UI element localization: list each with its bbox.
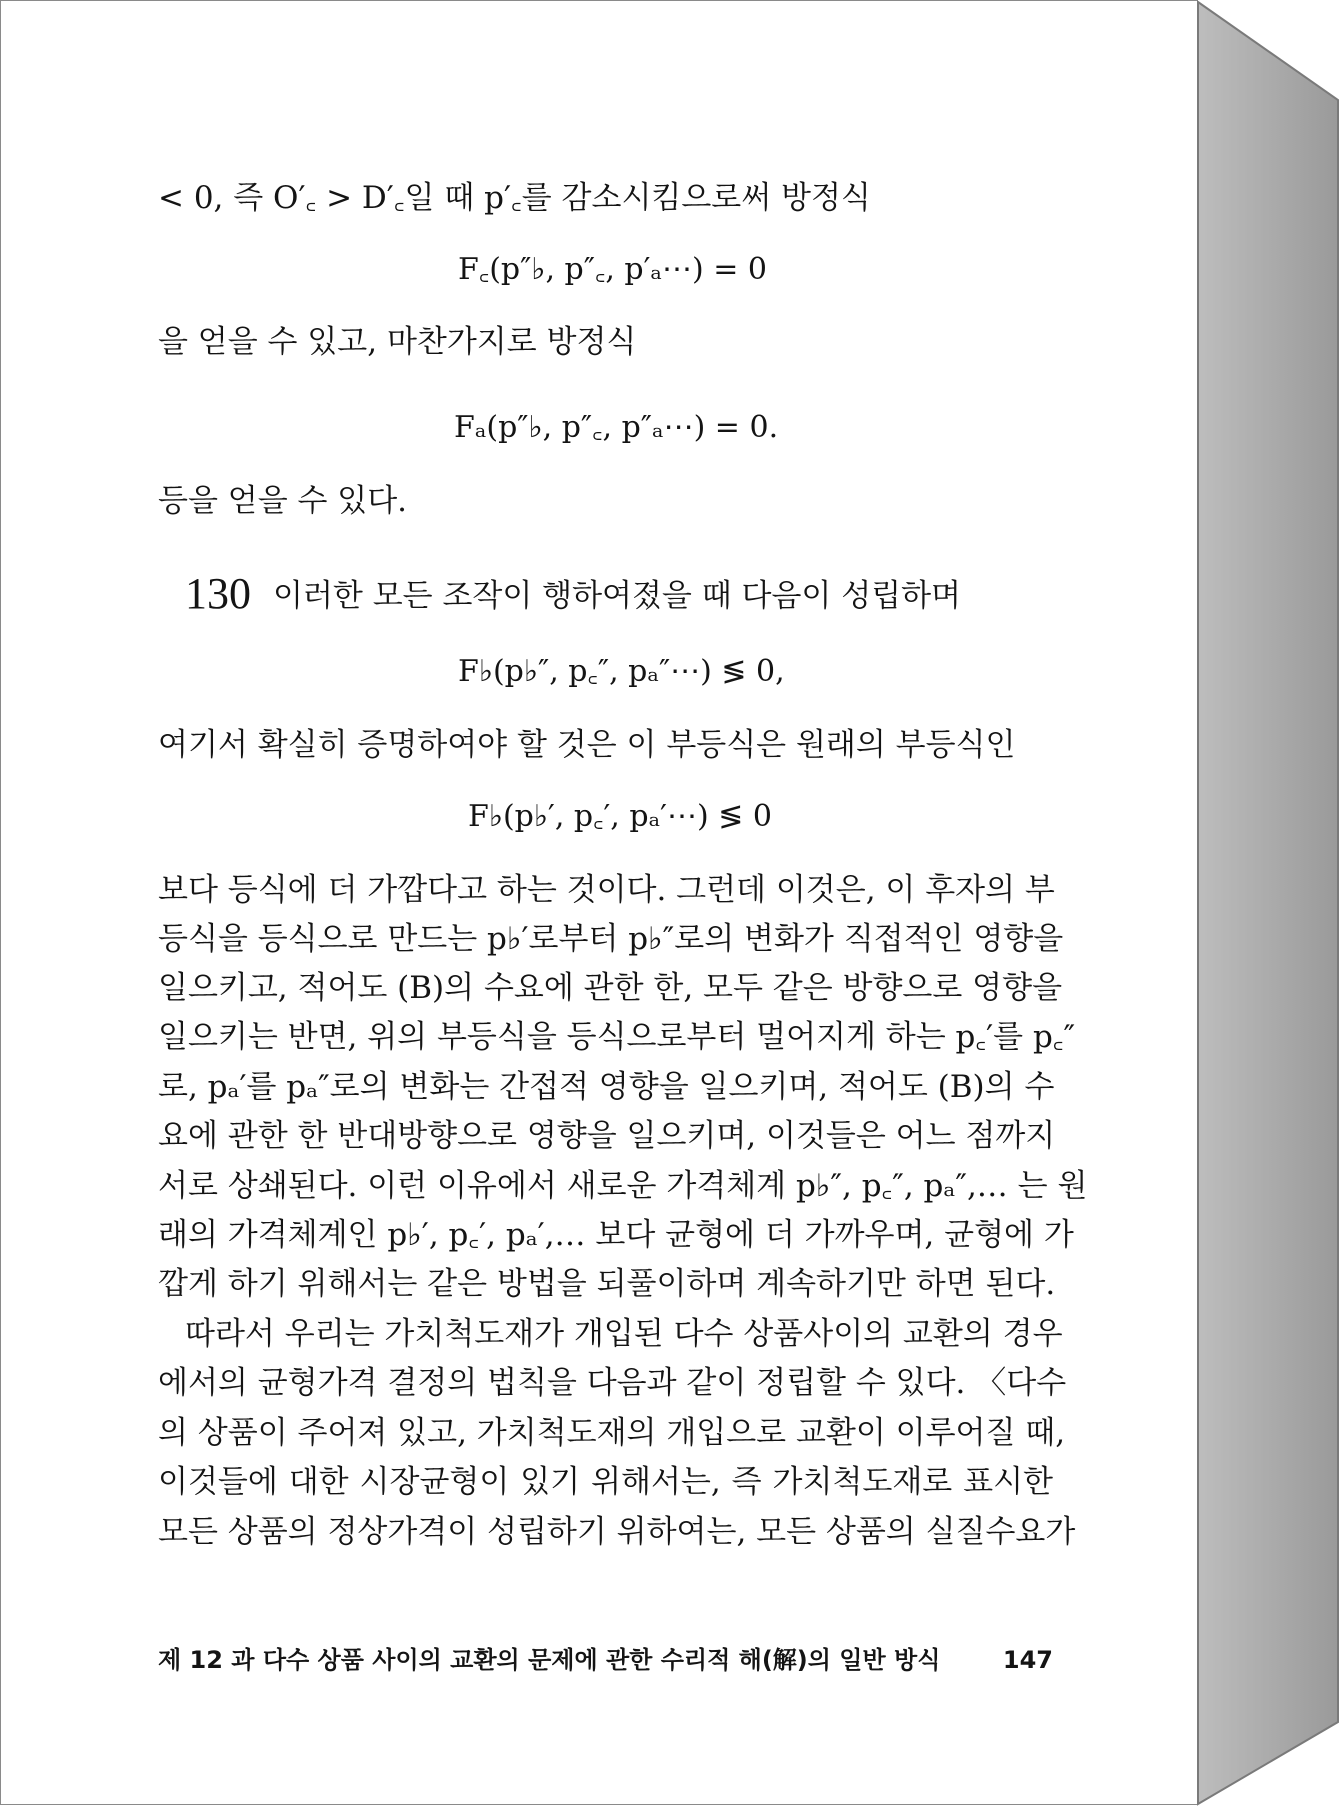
text-line-9: 일으키는 반면, 위의 부등식을 등식으로부터 멀어지게 하는 p꜀′를 p꜀″ <box>158 1019 1076 1055</box>
section-number: 130 <box>185 569 251 618</box>
text-line-8: 일으키고, 적어도 (B)의 수요에 관한 한, 모두 같은 방향으로 영향을 <box>158 970 1063 1006</box>
text-line-16: 에서의 균형가격 결정의 법칙을 다음과 같이 정립할 수 있다. 〈다수 <box>158 1365 1067 1401</box>
text-line-13: 래의 가격체계인 p♭′, p꜀′, pₐ′,… 보다 균형에 더 가까우며, 균형에 가 <box>158 1217 1074 1253</box>
text-line-7: 등식을 등식으로 만드는 p♭′로부터 p♭″로의 변화가 직접적인 영향을 <box>158 921 1064 957</box>
running-head: 제 12 과 다수 상품 사이의 교환의 문제에 관한 수리적 해(解)의 일반 방식 <box>158 1646 941 1674</box>
equation-fc: F꜀(p″♭, p″꜀, p′ₐ⋯) = 0 <box>458 252 767 287</box>
text-line-11: 요에 관한 한 반대방향으로 영향을 일으키며, 이것들은 어느 점까지 <box>158 1118 1056 1154</box>
section-first-line: 이러한 모든 조작이 행하여졌을 때 다음이 성립하며 <box>273 578 961 614</box>
page-number: 147 <box>1002 1646 1053 1674</box>
text-line-12: 서로 상쇄된다. 이런 이유에서 새로운 가격체계 p♭″, p꜀″, pₐ″,… 는 원 <box>158 1168 1088 1204</box>
text-line-3: 등을 얻을 수 있다. <box>158 483 408 519</box>
inequality-fb-original: F♭(p♭′, p꜀′, pₐ′⋯) ≶ 0 <box>468 799 772 834</box>
text-line-2: 을 얻을 수 있고, 마찬가지로 방정식 <box>158 324 637 360</box>
text-line-14: 깝게 하기 위해서는 같은 방법을 되풀이하며 계속하기만 하면 된다. <box>158 1266 1056 1302</box>
text-line-5: 여기서 확실히 증명하여야 할 것은 이 부등식은 원래의 부등식인 <box>158 727 1016 763</box>
text-line-18: 이것들에 대한 시장균형이 있기 위해서는, 즉 가치척도재로 표시한 <box>158 1464 1053 1500</box>
text-line-17: 의 상품이 주어져 있고, 가치척도재의 개입으로 교환이 이루어질 때, <box>158 1415 1066 1451</box>
section-heading <box>185 569 961 618</box>
text-line-19: 모든 상품의 정상가격이 성립하기 위하여는, 모든 상품의 실질수요가 <box>158 1514 1076 1550</box>
text-line-15: 따라서 우리는 가치척도재가 개입된 다수 상품사이의 교환의 경우 <box>185 1316 1063 1352</box>
inequality-fb-new: F♭(p♭″, p꜀″, pₐ″⋯) ≶ 0, <box>458 654 785 689</box>
page-footer <box>158 1642 1053 1678</box>
text-line-10: 로, pₐ′를 pₐ″로의 변화는 간접적 영향을 일으키며, 적어도 (B)의 수 <box>158 1069 1055 1105</box>
text-line-6: 보다 등식에 더 가깝다고 하는 것이다. 그런데 이것은, 이 후자의 부 <box>158 872 1055 908</box>
book-page-edge <box>1196 0 1340 1806</box>
text-line-1: < 0, 즉 O′꜀ > D′꜀일 때 p′꜀를 감소시킴으로써 방정식 <box>158 180 871 216</box>
equation-fd: Fₐ(p″♭, p″꜀, p″ₐ⋯) = 0. <box>454 410 779 445</box>
